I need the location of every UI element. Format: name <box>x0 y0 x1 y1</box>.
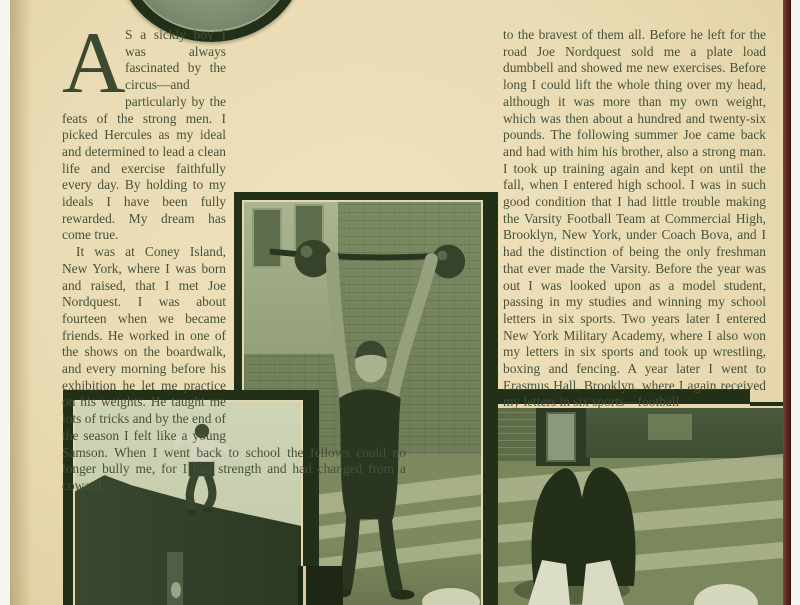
photo-corner-fragment <box>298 566 343 605</box>
drop-cap: A <box>62 15 126 112</box>
right-foot <box>202 507 212 513</box>
page-crease-shadow <box>10 0 32 605</box>
article-left-column <box>62 15 406 495</box>
paragraph: It was at Coney Island, New York, where I was born and raised, that I met Joe Nordquest. I was about fourteen when we became friends. He worked in one of the shows on the boardwalk, and every morning before his exhibition he let me practice on his weights. He taught me lots of tricks and by the end of the season I felt like a young Samson. When I went back to school the fellows could no longer bully me, for I had strength and had changed from a coward <box>62 244 406 493</box>
right-leg <box>385 517 396 588</box>
light-detail <box>171 582 181 598</box>
text-wrap-spacer <box>226 198 406 443</box>
paragraph: to the bravest of them all. Before he left for the road Joe Nordquest sold me a plate load dumbbell and showed me new exercises. Before long I could lift the whole thing over my head, although it was more than my own weight, which was then about a hundred and twenty-six pounds. The following summer Joe came back and had with him his brother, also a strong man. I took up training again and kept on until the fall, when I entered high school. I was in such good condition that I had little trouble making the Varsity Football Team at Commercial High, Brooklyn, New York, under Coach Bova, and I had the distinction of being the only freshman that ever made the Varsity. Before the year was out I was looked upon as a model student, passing in my studies and winning my school letters in six sports. Two years later I entered New York Military Academy, where I also won my letters in six sports and took up wrestling, boxing and fencing. A year later I went to Erasmus Hall, Brooklyn, where I again received my letters in six sports—football <box>503 27 766 410</box>
page-edge-line <box>783 0 791 605</box>
text-wrap-spacer <box>409 187 503 445</box>
article-right-column <box>409 27 766 445</box>
right-foot <box>391 590 415 600</box>
left-leg <box>345 517 353 587</box>
paragraph-lead-text: S a sickly boy I was always fascinated by the circus—and particularly by the feats of the strong men. I picked Hercules as my ideal and determined to lead a clean life and exercise faithfully every day. By holding to my ideals I have been fully rewarded. My dream has come true. <box>62 27 226 243</box>
left-foot <box>187 509 197 515</box>
